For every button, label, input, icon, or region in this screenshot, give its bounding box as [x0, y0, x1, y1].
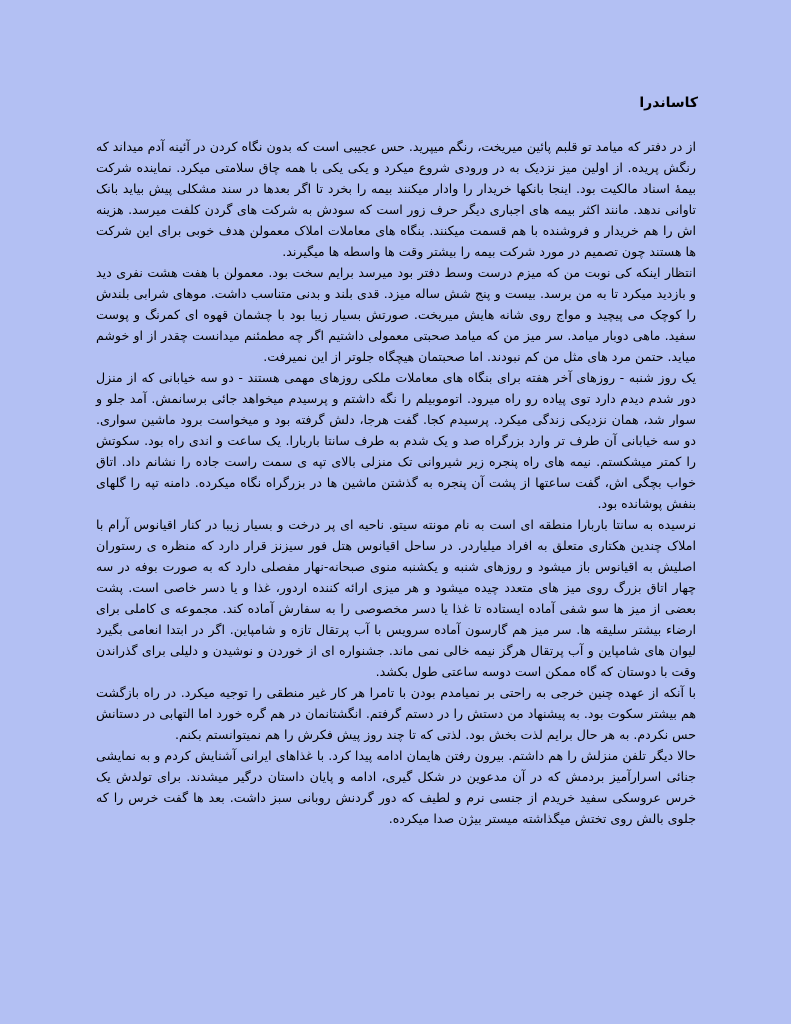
paragraph: با آنکه از عهده چنین خرجی به راحتی بر نمیامدم بودن با تامرا هر کار غیر منطقی را توجیه میکرد. در راه بازگشت هم بیشتر سکوت بود. به پیشنهاد من دستش را در دستم گرفتم. انگشتانمان در هم گره خورد اما التهابی در دستانش حس نکردم. به هر حال برایم لذت بخش بود. لذتی که تا چند روز پیش فکرش را هم نمیتوانستم بکنم. — [96, 685, 696, 742]
paragraph: حالا دیگر تلفن منزلش را هم داشتم. بیرون رفتن هایمان ادامه پیدا کرد. با غذاهای ایرانی آشنایش کردم و به نمایشی جنائی اسرارآمیز بردمش که در آن مدعوین در شکل گیری، ادامه و پایان داستان درگیر میشدند. برای تولدش یک خرس عروسکی سفید خریدم از جنسی نرم و لطیف که دور گردنش روبانی سبز داشت. بعد ها گفت خرس را که جلوی بالش روی تختش میگذاشته میستر بیژن صدا میکرده. — [96, 748, 696, 826]
paragraph: یک روز شنبه - روزهای آخر هفته برای بنگاه های معاملات ملکی روزهای مهمی هستند - دو سه خیابانی که از منزل دور شدم دیدم دارد توی پیاده رو راه میرود. اتوموبیلم را نگه داشتم و پرسیدم میخواهد جائی برسانمش. آمد جلو و سوار شد، همان نزدیکی زندگی میکرد. پرسیدم کجا. گفت هرجا، دلش گرفته بود و میخواست برود ماشین سواری. دو سه خیابانی آن طرف تر وارد بزرگراه صد و یک شدم به طرف سانتا باربارا. یک ساعت و اندی راه بود. سکوتش را کمتر میشکستم. نیمه های راه پنجره زیر شیروانی تک منزلی بالای تپه ی سمت راست جاده را نشانم داد. اتاق خواب بچگی اش، گفت ساعتها از پشت آن پنجره به گذشتن ماشین ها در بزرگراه نگاه میکرده. دامنه تپه را گلهای بنفش پوشانده بود. — [96, 370, 696, 511]
document-body — [96, 136, 696, 829]
paragraph: از در دفتر که میامد تو قلبم پائین میریخت، رنگم میپرید. حس عجیبی است که بدون نگاه کردن در آئینه آدم میداند که رنگش پریده. از اولین میز نزدیک به در ورودی شروع میکرد و یکی یکی با همه چاق سلامتی میکرد. نماینده شرکت بیمهٔ اسناد مالکیت بود. اینجا بانکها خریدار را وادار میکنند بیمه را بخرد تا اگر بعدها در سند مشکلی پیش بیاید بانک تاوانی ندهد. مانند اکثر بیمه های اجباری دیگر حرف زور است که سودش به شرکت های گردن کلفت میرسد. هزینه اش را هم خریدار و فروشنده با هم قسمت میکنند. بنگاه های معاملات املاک معمولن هدف خوبی برای این شرکت ها هستند چون تصمیم در مورد شرکت بیمه را بیشتر وقت ها واسطه ها میگیرند. — [96, 139, 696, 259]
paragraph: انتظار اینکه کی نوبت من که میزم درست وسط دفتر بود میرسد برایم سخت بود. معمولن با هفت هشت نفری دید و بازدید میکرد تا به من برسد. بیست و پنج شش ساله میزد. قدی بلند و بدنی متناسب داشت. موهای شرابی بلندش را کوچک می پیچید و مواج روی شانه هایش میریخت. صورتش بسیار زیبا بود با چشمان قهوه ای کمرنگ و پوست سفید. ماهی دوبار میامد. سر میز من که میامد صحبتی معمولی داشتیم اگر چه مطمئنم میدانست چقدر از او خوشم میاید. حتمن مرد های مثل من کم نبودند. اما صحبتمان هیچگاه جلوتر از این نمیرفت. — [96, 265, 696, 364]
paragraph: نرسیده به سانتا باربارا منطقه ای است به نام مونته سیتو. ناحیه ای پر درخت و بسیار زیبا در کنار اقیانوس آرام با املاک چندین هکتاری متعلق به افراد میلیاردر. در ساحل اقیانوس هتل فور سیزنز قرار دارد که منظره ی رستوران اصلیش به اقیانوس باز میشود و روزهای شنبه و یکشنبه منوی صبحانه-نهار مفصلی دارد که به صورت بوفه در سه چهار اتاق بزرگ روی میز های متعدد چیده میشود و هر میزی ارائه کننده اردور، غذا و یا دسر خاصی است. پشت بعضی از میز ها سو شفی آماده ایستاده تا غذا یا دسر مخصوصی را به سفارش آماده کند. مجموعه ی کاملی برای ارضاء بیشتر سلیقه ها. سر میز هم گارسون آماده سرویس با آب پرتقال تازه و شامپاین. اگر در ابتدا انعامی بگیرد لیوان های شامپاین و آب پرتقال هرگز نیمه خالی نمی ماند. جشنواره ای از خوردن و نوشیدن و دلیلی برای گذراندن وقت با دوستان که گاه ممکن است دوسه ساعتی طول بکشد. — [96, 517, 696, 679]
document-title: کاساندرا — [639, 95, 698, 111]
